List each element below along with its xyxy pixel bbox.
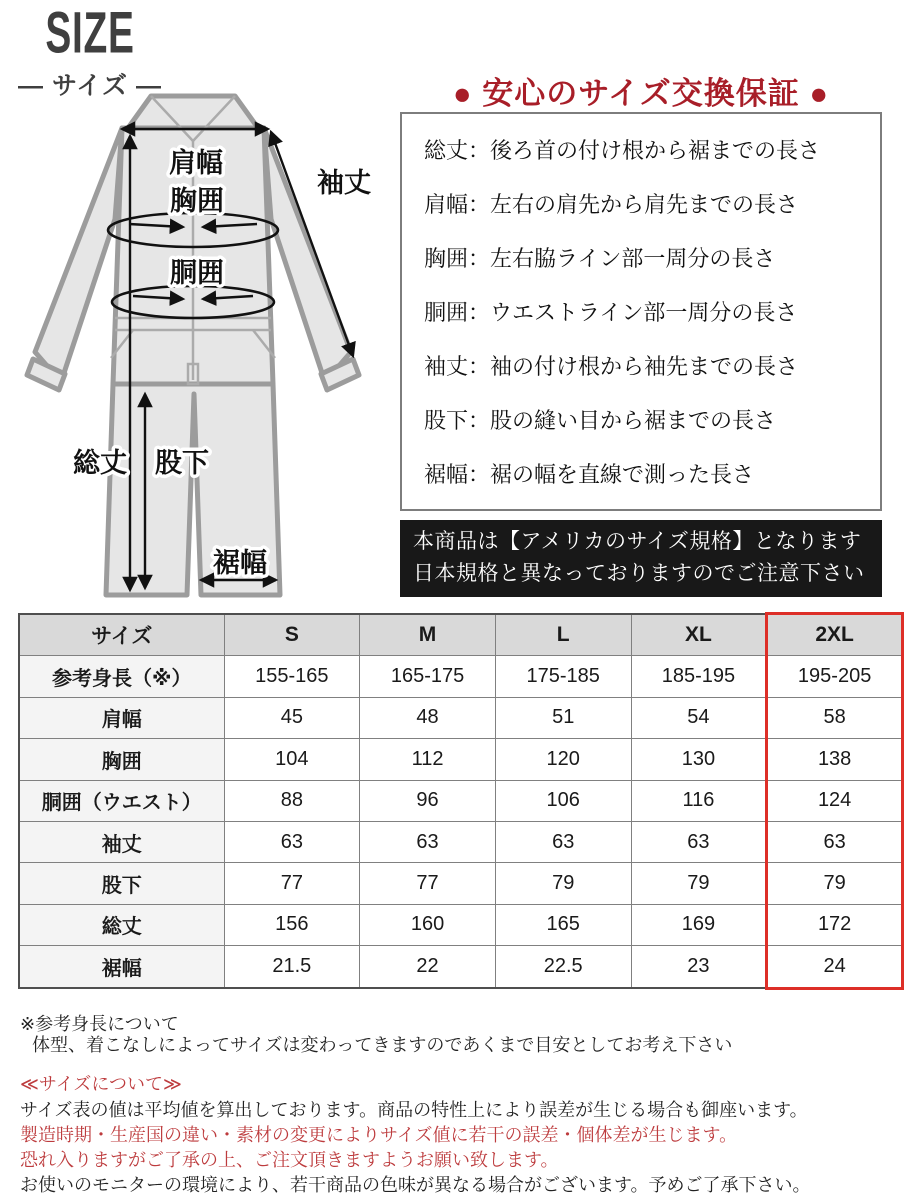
us-size-notice-line1: 本商品は【アメリカのサイズ規格】となります xyxy=(413,530,862,553)
guarantee-title: ● 安心のサイズ交換保証 ● xyxy=(452,76,830,111)
cell: 165 xyxy=(495,904,631,945)
cell: 63 xyxy=(495,821,631,862)
cell: 96 xyxy=(360,780,496,821)
total-length-label: 総丈 xyxy=(73,448,127,478)
table-row-inseam xyxy=(19,863,903,904)
cell: 130 xyxy=(631,739,767,780)
table-row-height xyxy=(19,656,903,697)
right-sleeve xyxy=(264,128,351,382)
cell: 63 xyxy=(224,821,360,862)
cell: 112 xyxy=(360,739,496,780)
inseam-label: 股下 xyxy=(155,448,209,478)
cell: 185-195 xyxy=(631,656,767,697)
definition-total-length: 総丈：後ろ首の付け根から裾までの長さ xyxy=(424,137,821,163)
cell: 175-185 xyxy=(495,656,631,697)
cell: 116 xyxy=(631,780,767,821)
size-about-title: ≪サイズについて≫ xyxy=(20,1074,182,1094)
cell: 160 xyxy=(360,904,496,945)
cell-highlighted: 138 xyxy=(767,739,903,780)
cell: 63 xyxy=(631,821,767,862)
definition-sleeve-length: 袖丈：袖の付け根から袖先までの長さ xyxy=(424,354,799,380)
size-note-average: サイズ表の値は平均値を算出しております。商品の特性上により誤差が生じる場合も御座います。 xyxy=(20,1100,808,1120)
us-size-notice xyxy=(400,520,882,597)
collar xyxy=(128,96,258,128)
size-logo-title: SIZE xyxy=(45,0,135,66)
cell-highlighted: 195-205 xyxy=(767,656,903,697)
table-row-total-length xyxy=(19,904,903,945)
table-row-sleeve xyxy=(19,821,903,862)
size-table xyxy=(18,612,904,990)
cell: 156 xyxy=(224,904,360,945)
cell-highlighted: 58 xyxy=(767,697,903,738)
definition-shoulder-width: 肩幅：左右の肩先から肩先までの長さ xyxy=(424,191,799,217)
size-note-variance: 製造時期・生産国の違い・素材の変更によりサイズ値に若干の誤差・個体差が生じます。 xyxy=(20,1125,738,1145)
table-header-row xyxy=(19,614,903,656)
left-sleeve xyxy=(35,128,122,382)
table-header-size: サイズ xyxy=(19,614,224,656)
coverall-measurement-diagram xyxy=(12,80,382,602)
size-table-head xyxy=(19,614,903,656)
row-label: 総丈 xyxy=(19,904,224,945)
row-label: 裾幅 xyxy=(19,946,224,988)
cell: 79 xyxy=(495,863,631,904)
definition-waist-girth: 胴囲：ウエストライン部一周分の長さ xyxy=(424,299,798,325)
size-table-body xyxy=(19,656,903,988)
row-label: 股下 xyxy=(19,863,224,904)
sleeve-length-label: 袖丈 xyxy=(317,168,371,198)
row-label: 肩幅 xyxy=(19,697,224,738)
definition-hem-width: 裾幅：裾の幅を直線で測った長さ xyxy=(424,462,755,488)
cell: 77 xyxy=(224,863,360,904)
table-row-chest xyxy=(19,739,903,780)
cell: 21.5 xyxy=(224,946,360,988)
row-label: 胸囲 xyxy=(19,739,224,780)
cell: 63 xyxy=(360,821,496,862)
measurement-definitions-box xyxy=(400,112,882,511)
table-row-waist xyxy=(19,780,903,821)
table-header-xl: XL xyxy=(631,614,767,656)
table-row-hem-width xyxy=(19,946,903,988)
cell: 106 xyxy=(495,780,631,821)
cell: 88 xyxy=(224,780,360,821)
cell: 79 xyxy=(631,863,767,904)
row-label: 参考身長（※） xyxy=(19,656,224,697)
cell: 45 xyxy=(224,697,360,738)
cell: 54 xyxy=(631,697,767,738)
table-header-2xl: 2XL xyxy=(767,614,903,656)
cell: 155-165 xyxy=(224,656,360,697)
table-header-s: S xyxy=(224,614,360,656)
cell: 23 xyxy=(631,946,767,988)
cell: 22.5 xyxy=(495,946,631,988)
cell: 104 xyxy=(224,739,360,780)
row-label: 袖丈 xyxy=(19,821,224,862)
cell: 51 xyxy=(495,697,631,738)
definition-inseam: 股下：股の縫い目から裾までの長さ xyxy=(424,408,777,434)
cell: 22 xyxy=(360,946,496,988)
us-size-notice-line2: 日本規格と異なっておりますのでご注意下さい xyxy=(413,562,865,585)
table-header-l: L xyxy=(495,614,631,656)
height-note-title: ※参考身長について xyxy=(20,1014,179,1034)
table-row-shoulder xyxy=(19,697,903,738)
size-logo-subtitle: ― サイズ ― xyxy=(18,72,162,100)
cell-highlighted: 79 xyxy=(767,863,903,904)
hem-width-label: 裾幅 xyxy=(213,548,267,578)
cell: 48 xyxy=(360,697,496,738)
cell-highlighted: 124 xyxy=(767,780,903,821)
definition-chest-girth: 胸囲：左右脇ライン部一周分の長さ xyxy=(424,245,776,271)
height-note-body: 体型、着こなしによってサイズは変わってきますのであくまで目安としてお考え下さい xyxy=(32,1035,733,1055)
waist-girth-label: 胴囲 xyxy=(170,258,224,288)
shoulder-width-label: 肩幅 xyxy=(169,148,223,178)
size-note-apology: 恐れ入りますがご了承の上、ご注文頂きますようお願い致します。 xyxy=(20,1150,559,1170)
cell-highlighted: 172 xyxy=(767,904,903,945)
chest-girth-label: 胸囲 xyxy=(170,186,224,216)
cell: 169 xyxy=(631,904,767,945)
cell: 77 xyxy=(360,863,496,904)
cell: 165-175 xyxy=(360,656,496,697)
cell-highlighted: 24 xyxy=(767,946,903,988)
cell-highlighted: 63 xyxy=(767,821,903,862)
row-label: 胴囲（ウエスト） xyxy=(19,780,224,821)
table-header-m: M xyxy=(360,614,496,656)
monitor-note: お使いのモニターの環境により、若干商品の色味が異なる場合がございます。予めご了承下さい。 xyxy=(20,1175,811,1195)
cell: 120 xyxy=(495,739,631,780)
